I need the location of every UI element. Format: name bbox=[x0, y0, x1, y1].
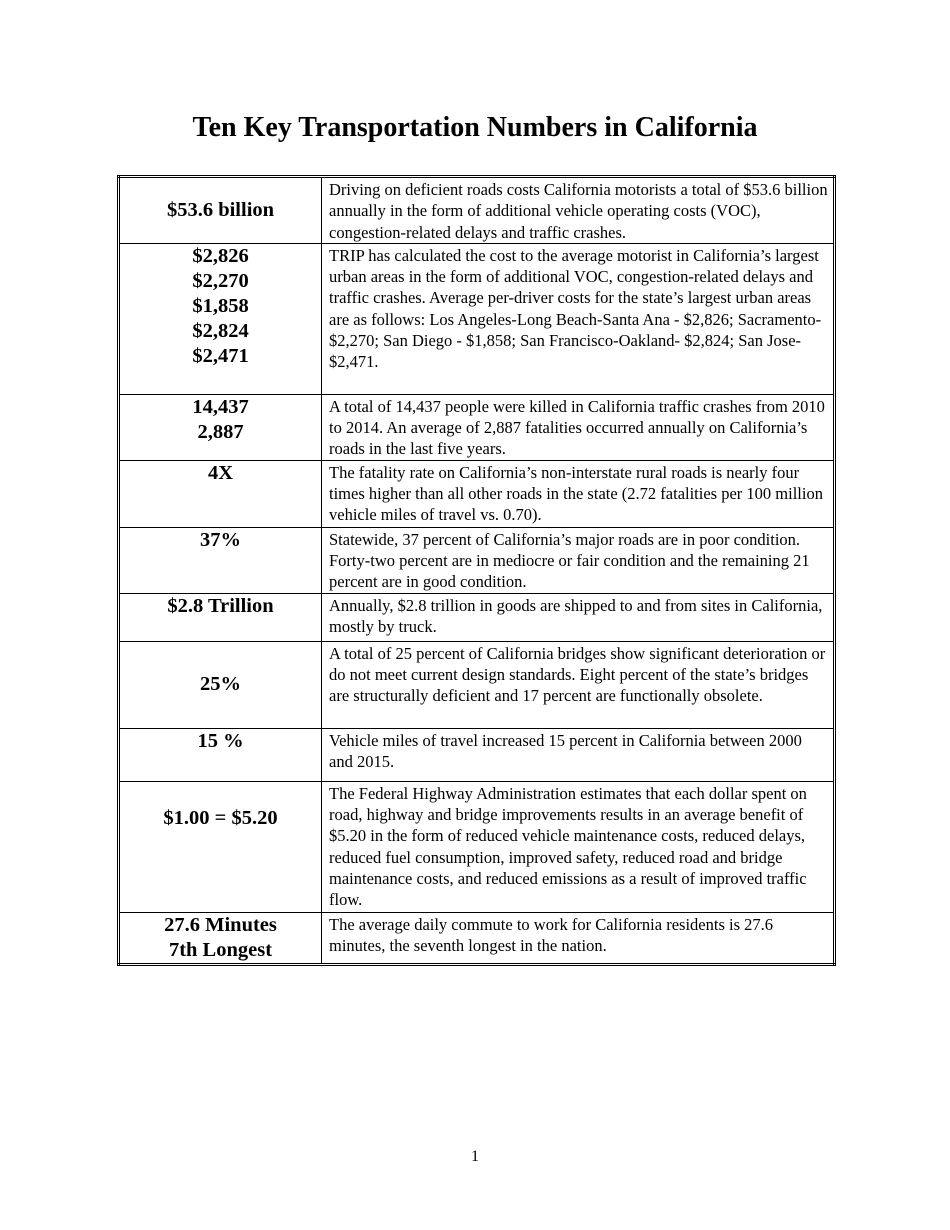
table-row bbox=[119, 527, 835, 593]
key-number: 27.6 Minutes bbox=[164, 913, 277, 936]
key-number: $1,858 bbox=[192, 294, 249, 317]
key-numbers-table bbox=[117, 175, 836, 966]
key-number: $2,826 bbox=[192, 244, 249, 267]
key-number: 15 % bbox=[197, 729, 244, 752]
description-cell: Vehicle miles of travel increased 15 percent in California between 2000 and 2015. bbox=[322, 728, 835, 781]
key-number: 37% bbox=[200, 528, 241, 551]
key-number: 2,887 bbox=[197, 420, 244, 443]
key-number-cell bbox=[119, 527, 322, 593]
key-number: $2.8 Trillion bbox=[167, 594, 274, 617]
key-number: $2,471 bbox=[192, 344, 249, 367]
key-number: 14,437 bbox=[192, 395, 249, 418]
page-number: 1 bbox=[471, 1148, 479, 1165]
key-number: 4X bbox=[207, 461, 234, 484]
key-number: $2,824 bbox=[192, 319, 249, 342]
table-row bbox=[119, 243, 835, 394]
key-number-cell bbox=[119, 912, 322, 964]
key-number: 25% bbox=[200, 673, 241, 696]
table-row bbox=[119, 593, 835, 641]
description-cell: Annually, $2.8 trillion in goods are shipped to and from sites in California, mostly by truck. bbox=[322, 593, 835, 641]
description-cell: TRIP has calculated the cost to the average motorist in California’s largest urban areas in the form of additional VOC, congestion-related delays and traffic crashes. Average per-driver costs for the state’s largest urban areas are as follows: Los Angeles-Long Beach-Santa Ana - $2,826; Sacramento- $2,270; San Diego - $1,858; San Francisco-Oakland- $2,824; San Jose- $2,471. bbox=[322, 243, 835, 394]
description-cell: The Federal Highway Administration estimates that each dollar spent on road, highway and bridge improvements results in an average benefit of $5.20 in the form of reduced vehicle maintenance costs, reduced delays, reduced fuel consumption, improved safety, reduced road and bridge maintenance costs, and reduced emissions as a result of improved traffic flow. bbox=[322, 781, 835, 912]
table-row bbox=[119, 781, 835, 912]
description-cell: A total of 14,437 people were killed in California traffic crashes from 2010 to 2014. An average of 2,887 fatalities occurred annually on California’s roads in the last five years. bbox=[322, 394, 835, 460]
description-cell: Statewide, 37 percent of California’s major roads are in poor condition. Forty-two percent are in mediocre or fair condition and the remaining 21 percent are in good condition. bbox=[322, 527, 835, 593]
key-number-cell bbox=[119, 641, 322, 728]
table-row bbox=[119, 177, 835, 244]
key-number-cell bbox=[119, 593, 322, 641]
key-number-cell bbox=[119, 728, 322, 781]
key-number-cell bbox=[119, 243, 322, 394]
table-row bbox=[119, 641, 835, 728]
key-number-cell bbox=[119, 460, 322, 527]
description-cell: The fatality rate on California’s non-interstate rural roads is nearly four times higher than all other roads in the state (2.72 fatalities per 100 million vehicle miles of travel vs. 0.70). bbox=[322, 460, 835, 527]
key-number: $1.00 = $5.20 bbox=[163, 806, 278, 829]
description-cell: Driving on deficient roads costs California motorists a total of $53.6 billion annually in the form of additional vehicle operating costs (VOC), congestion-related delays and traffic crashes. bbox=[322, 177, 835, 244]
key-number: 7th Longest bbox=[168, 938, 273, 961]
table-row bbox=[119, 394, 835, 460]
key-number: $53.6 billion bbox=[166, 198, 275, 221]
description-cell: The average daily commute to work for California residents is 27.6 minutes, the seventh longest in the nation. bbox=[322, 912, 835, 964]
key-number-cell bbox=[119, 394, 322, 460]
key-number-cell bbox=[119, 177, 322, 244]
table-row bbox=[119, 912, 835, 964]
key-number-cell bbox=[119, 781, 322, 912]
table-row bbox=[119, 460, 835, 527]
table-row bbox=[119, 728, 835, 781]
page-title: Ten Key Transportation Numbers in California bbox=[192, 112, 758, 143]
key-number: $2,270 bbox=[192, 269, 249, 292]
description-cell: A total of 25 percent of California bridges show significant deterioration or do not meet current design standards. Eight percent of the state’s bridges are structurally deficient and 17 percent are functionally obsolete. bbox=[322, 641, 835, 728]
